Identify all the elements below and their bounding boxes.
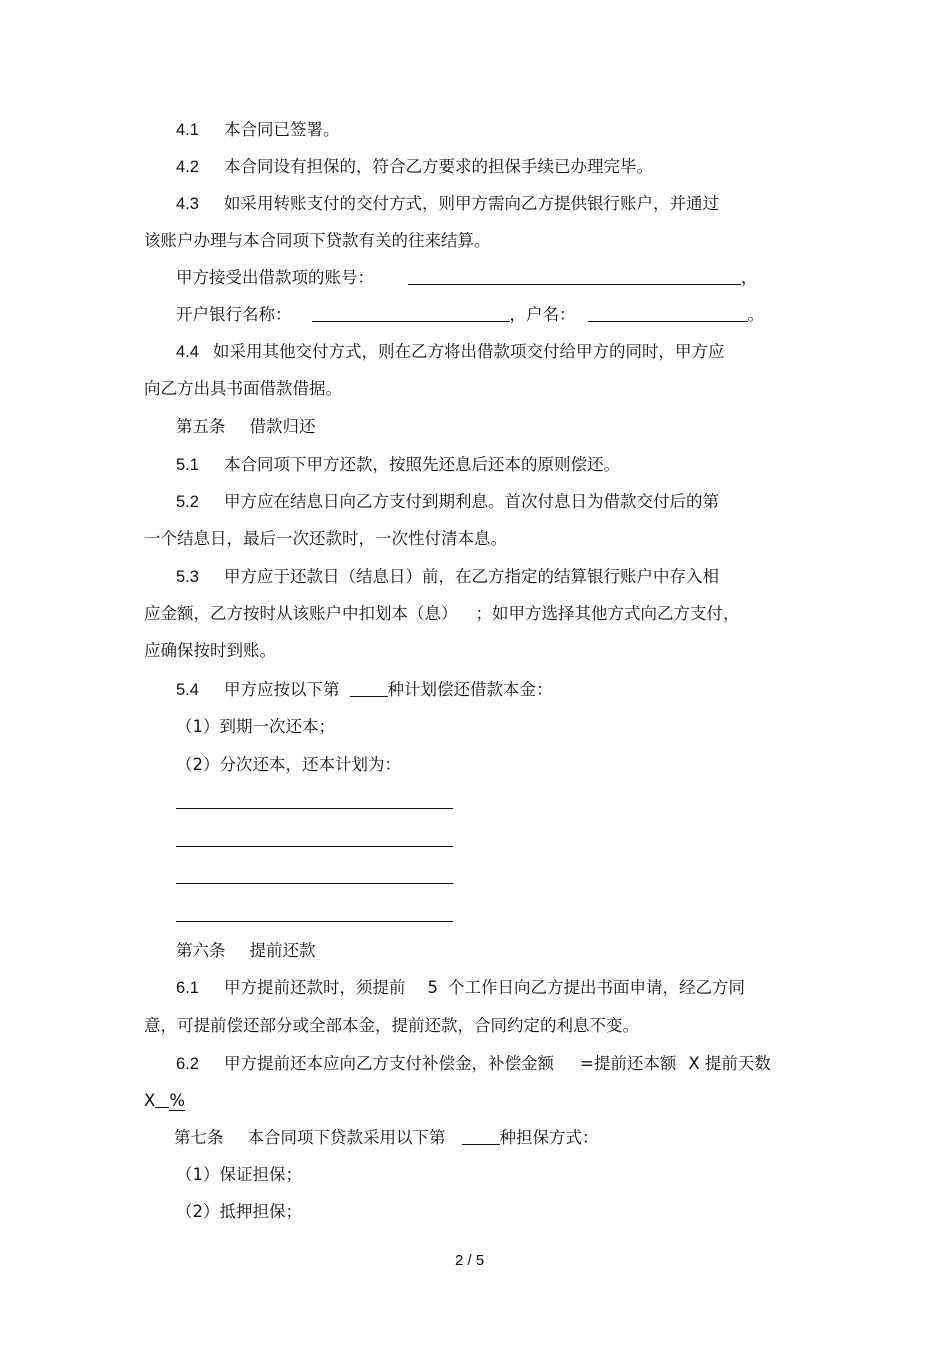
article-title: 第七条 (174, 1128, 224, 1147)
clause-4-3-cont: 该账户办理与本合同项下贷款有关的往来结算。 (144, 231, 491, 250)
clause-text: 本合同项下贷款采用以下第 (247, 1128, 446, 1147)
total-pages: 5 (475, 1252, 485, 1269)
clause-6-1 (176, 977, 745, 999)
option-2: （2）分次还本，还本计划为： (176, 755, 401, 774)
clause-number: 4.4 (176, 343, 199, 361)
formula-part: X 提前天数 (688, 1054, 771, 1073)
bank-blank (312, 305, 510, 322)
option-1: （1）到期一次还本； (176, 717, 335, 736)
clause-text: 甲方应在结息日向乙方支付到期利息。首次付息日为借款交付后的第 (224, 492, 719, 511)
clause-5-3-cont2: 应确保按时到账。 (144, 641, 276, 660)
article-heading: 提前还款 (249, 941, 316, 960)
plan-blank-line (176, 921, 453, 922)
clause-text: 甲方应于还款日（结息日）前，在乙方指定的结算银行账户中存入相 (224, 567, 719, 586)
clause-number: 6.1 (176, 979, 199, 997)
name-end: 。 (747, 305, 764, 324)
name-label: ，户名： (509, 305, 576, 324)
option-mortgage: （2）抵押担保； (176, 1202, 302, 1221)
clause-6-2-cont (144, 1090, 185, 1112)
clause-5-2-cont: 一个结息日，最后一次还款时，一次性付清本息。 (144, 529, 507, 548)
article-title: 第五条 (176, 417, 226, 436)
clause-text: 个工作日向乙方提出书面申请，经乙方同 (448, 978, 745, 997)
clause-number: 5.3 (176, 568, 199, 586)
clause-5-2 (176, 491, 719, 513)
clause-6-2 (176, 1053, 771, 1075)
clause-text: 如采用转账支付的交付方式，则甲方需向乙方提供银行账户，并通过 (224, 194, 719, 213)
clause-number: 5.4 (176, 681, 199, 699)
bank-line (176, 304, 764, 326)
clause-text: 甲方提前还本应向乙方支付补偿金，补偿金额 (224, 1054, 554, 1073)
option-guarantee: （1）保证担保； (176, 1165, 302, 1184)
article-5-heading (176, 416, 316, 438)
clause-4-4 (176, 341, 725, 363)
clause-number: 5.1 (176, 456, 199, 474)
page-separator: / (467, 1252, 472, 1269)
clause-text: 如采用其他交付方式，则在乙方将出借款项交付给甲方的同时，甲方应 (213, 342, 725, 361)
article-heading: 借款归还 (249, 417, 316, 436)
clause-5-3-cont (144, 603, 740, 625)
clause-text: 种担保方式： (499, 1128, 599, 1147)
clause-6-1-cont: 意，可提前偿还部分或全部本金，提前还款，合同约定的利息不变。 (144, 1016, 639, 1035)
clause-text: 本合同设有担保的，符合乙方要求的担保手续已办理完毕。 (224, 157, 653, 176)
plan-blank (350, 680, 388, 697)
name-blank (588, 305, 748, 322)
formula-part: X (144, 1091, 156, 1110)
clause-number: 5.2 (176, 493, 199, 511)
plan-blank-line (176, 883, 453, 884)
clause-number: 4.1 (176, 121, 199, 139)
clause-number: 6.2 (176, 1055, 199, 1073)
clause-text: 本合同项下甲方还款，按照先还息后还本的原则偿还。 (224, 455, 620, 474)
article-title: 第六条 (176, 941, 226, 960)
account-label: 甲方接受出借款项的账号： (176, 268, 374, 287)
article-6-heading (176, 940, 316, 962)
clause-text: 种计划偿还借款本金： (387, 680, 553, 699)
current-page: 2 (455, 1252, 464, 1269)
clause-number: 4.2 (176, 158, 199, 176)
clause-text: 本合同已签署。 (224, 120, 340, 139)
clause-text: ；如甲方选择其他方式向乙方支付， (475, 604, 740, 623)
account-end: ， (741, 268, 758, 287)
clause-text: 甲方提前还款时，须提前 (224, 978, 406, 997)
account-line (176, 267, 758, 289)
clause-number: 4.3 (176, 195, 199, 213)
plan-blank-line (176, 808, 453, 809)
clause-4-1 (176, 119, 340, 141)
formula-part: % (169, 1091, 185, 1110)
clause-4-4-cont: 向乙方出具书面借款借据。 (144, 379, 342, 398)
clause-4-2 (176, 156, 653, 178)
clause-5-1 (176, 454, 620, 476)
clause-5-4 (176, 679, 553, 701)
article-7 (174, 1127, 599, 1149)
plan-blank-line (176, 846, 453, 847)
notice-days: 5 (427, 978, 438, 997)
page-number (455, 1252, 484, 1269)
account-blank (408, 268, 741, 285)
clause-5-3 (176, 566, 719, 588)
clause-text: 应金额，乙方按时从该账户中扣划本（息） (144, 604, 458, 623)
clause-text: 甲方应按以下第 (224, 680, 340, 699)
clause-4-3 (176, 193, 719, 215)
bank-label: 开户银行名称： (176, 305, 292, 324)
formula-part: =提前还本额 (580, 1054, 677, 1073)
rate-blank (155, 1091, 169, 1108)
guarantee-blank (462, 1128, 500, 1145)
